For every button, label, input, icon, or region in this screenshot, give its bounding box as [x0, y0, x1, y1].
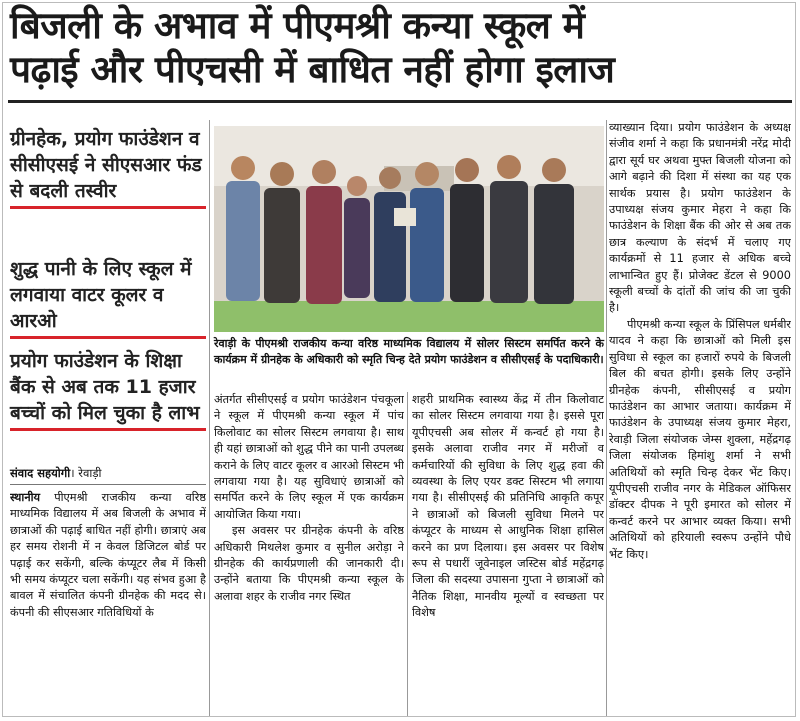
red-underline [10, 336, 206, 339]
column-2-paragraph-1: अंतर्गत सीसीएसई व प्रयोग फाउंडेशन पंचकूला ने स्कूल में पीएमश्री कन्या स्कूल में पांच किलोवाट का सोलर सिस्टम लगवाया है। साथ ही यहां छात्राओं को शुद्ध पीने का पानी उपलब्ध कराने के लिए वाटर कूलर व आरओ सिस्टम भी लगवाया गया है। यह सुविधाएं छात्राओं को समर्पित करने के लिए स्कूल में एक कार्यक्रम आयोजित किया गया। [214, 393, 404, 521]
article-column-2 [214, 392, 404, 716]
sidebar-highlight-3-text: प्रयोग फाउंडेशन के शिक्षा बैंक से अब तक 11 हजार बच्चों को मिल चुका है लाभ [10, 350, 200, 424]
sidebar-highlight-1 [10, 126, 206, 209]
column-rule [407, 392, 408, 716]
red-underline [10, 428, 206, 431]
headline-rule [8, 100, 792, 103]
byline-label: संवाद सहयोगी [10, 466, 71, 480]
column-rule [209, 120, 210, 716]
sidebar-highlight-3 [10, 348, 206, 431]
sidebar-highlight-2 [10, 256, 206, 339]
photo-caption: रेवाड़ी के पीएमश्री राजकीय कन्या वरिष्ठ माध्यमिक विद्यालय में सोलर सिस्टम समर्पित करने के कार्यक्रम में ग्रीनहेक के अधिकारी को स्मृति चिन्ह देते प्रयोग फाउंडेशन व सीसीएसई के पदाधिकारी। [214, 337, 604, 366]
byline-place: । रेवाड़ी [70, 466, 102, 480]
article-column-1 [10, 490, 206, 716]
column-4-paragraph-2: पीएमश्री कन्या स्कूल के प्रिंसिपल धर्मबीर यादव ने कहा कि छात्राओं को मिली इस सुविधा से स्कूल का हजारों रुपये के बिजली बिल की बचत होगी। इसके लिए उन्होंने ग्रीनहेक कंपनी, सीसीएसई व प्रयोग फाउंडेशन का आभार जताया। कार्यक्रम में फाउंडेशन के उपाध्यक्ष संजय कुमार मेहरा, रेवाड़ी जिला संयोजक जेम्स शुक्ला, महेंद्रगढ़ जिला संयोजक हिमांशु शर्मा ने सभी अतिथियों को स्मृति चिन्ह देकर भेंट किए। यूपीएचसी राजीव नगर के मेडिकल ऑफिसर डॉक्टर दीपक ने पूरी इमारत को सोलर में कन्वर्ट करने पर आभार व्यक्त किया। सभी अतिथियों को हरियाली स्वरूप उन्होंने पौधे भेंट किए। [609, 317, 791, 561]
article-column-4 [609, 120, 791, 716]
red-underline [10, 206, 206, 209]
headline [10, 4, 790, 92]
column-4-paragraph-1: व्याख्यान दिया। प्रयोग फाउंडेशन के अध्यक्ष संजीव शर्मा ने कहा कि प्रधानमंत्री नरेंद्र मोदी द्वारा सूर्य घर अथवा मुफ्त बिजली योजना को आगे बढ़ाने की दिशा में संस्था का यह एक सार्थक प्रयास है। प्रयोग फाउंडेशन के उपाध्यक्ष संजय कुमार मेहरा ने कहा कि फाउंडेशन के शिक्षा बैंक की ओर से अब तक छात्र कल्याण के संदर्भ में चलाए गए कार्यक्रमों से 11 हजार से अधिक बच्चे लाभान्वित हुए हैं। प्रोजेक्ट डेंटल से 9000 स्कूली बच्चों के दांतों की जांच की जा चुकी है। [609, 121, 791, 315]
news-photo [214, 126, 604, 332]
sidebar-highlight-2-text: शुद्ध पानी के लिए स्कूल में लगवाया वाटर कूलर व आरओ [10, 258, 192, 332]
column-3-paragraph-1: शहरी प्राथमिक स्वास्थ्य केंद्र में तीन किलोवाट का सोलर सिस्टम लगवाया गया है। इससे पूरा यूपीएचसी अब सोलर में कन्वर्ट हो गया है। इसके अलावा राजीव नगर में मरीजों व कर्मचारियों की सुविधा के लिए शुद्ध हवा की व्यवस्था के लिए एयर डक्ट सिस्टम भी लगाया गया है। सीसीएसई की प्रतिनिधि आकृति कपूर ने छात्राओं को बिजली सुविधा मिलने पर कंप्यूटर के माध्यम से आधुनिक शिक्षा हासिल करने का प्रण दिलाया। इस अवसर पर विशेष रूप से पधारीं जूवेनाइल जस्टिस बोर्ड महेंद्रगढ़ जिला की सदस्या उपासना गुप्ता ने छात्राओं को नैतिक शिक्षा, मानवीय मूल्यों व स्वच्छता पर विशेष [412, 393, 604, 620]
article-column-3 [412, 392, 604, 716]
headline-line-1: बिजली के अभाव में पीएमश्री कन्या स्कूल में [10, 4, 585, 47]
byline [10, 466, 101, 481]
column-2-paragraph-2: इस अवसर पर ग्रीनहेक कंपनी के वरिष्ठ अधिकारी मिथलेश कुमार व सुनील अरोड़ा ने ग्रीनहेक की कार्यप्रणाली की जानकारी दी। उन्होंने बताया कि पीएमश्री कन्या स्कूल के अलावा शहर के राजीव नगर स्थित [214, 524, 404, 603]
column-rule [606, 120, 607, 716]
column-1-text: पीएमश्री राजकीय कन्या वरिष्ठ माध्यमिक विद्यालय में अब बिजली के अभाव में छात्राओं की पढ़ाई बाधित नहीं होगी। छात्राएं अब हर समय रोशनी में न केवल डिजिटल बोर्ड पर पढ़ाई कर सकेंगी, बल्कि कंप्यूटर लैब में किसी भी समय कंप्यूटर चला सकेंगी। यह संभव हुआ है बावल में संचालित कंपनी ग्रीनहेक की मदद से। कंपनी की सीएसआर गतिविधियों के [10, 491, 206, 619]
sidebar-highlight-1-text: ग्रीनहेक, प्रयोग फाउंडेशन व सीसीएसई ने सीएसआर फंड से बदली तस्वीर [10, 128, 202, 202]
byline-divider [10, 484, 206, 485]
photo-illustration [214, 126, 604, 332]
lead-word: स्थानीय [10, 491, 41, 504]
headline-line-2: पढ़ाई और पीएचसी में बाधित नहीं होगा इलाज [10, 48, 615, 91]
